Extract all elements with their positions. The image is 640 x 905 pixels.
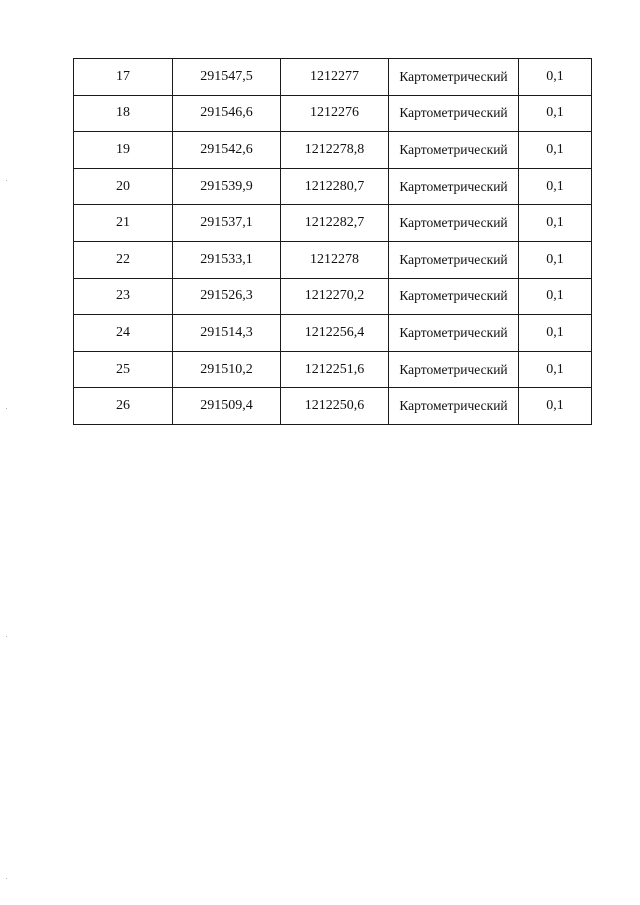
x-coordinate-cell: 291533,1 [173,241,281,278]
y-coordinate-cell: 1212280,7 [281,168,389,205]
method-cell: Картометрический [389,351,519,388]
method-cell: Картометрический [389,59,519,96]
accuracy-cell: 0,1 [519,351,592,388]
y-coordinate-cell: 1212270,2 [281,278,389,315]
table-row [74,168,592,205]
method-cell: Картометрический [389,132,519,169]
coordinates-table-body [74,59,592,425]
y-coordinate-cell: 1212278,8 [281,132,389,169]
y-coordinate-cell: 1212276 [281,95,389,132]
accuracy-cell: 0,1 [519,315,592,352]
y-coordinate-cell: 1212256,4 [281,315,389,352]
method-cell: Картометрический [389,95,519,132]
x-coordinate-cell: 291542,6 [173,132,281,169]
x-coordinate-cell: 291537,1 [173,205,281,242]
table-row [74,59,592,96]
method-cell: Картометрический [389,168,519,205]
table-row [74,351,592,388]
accuracy-cell: 0,1 [519,59,592,96]
accuracy-cell: 0,1 [519,168,592,205]
table-row [74,95,592,132]
table-row [74,205,592,242]
scan-artifact [6,408,7,409]
scan-artifact [6,636,7,637]
y-coordinate-cell: 1212277 [281,59,389,96]
point-number-cell: 22 [74,241,173,278]
accuracy-cell: 0,1 [519,132,592,169]
y-coordinate-cell: 1212250,6 [281,388,389,425]
point-number-cell: 20 [74,168,173,205]
accuracy-cell: 0,1 [519,278,592,315]
x-coordinate-cell: 291546,6 [173,95,281,132]
point-number-cell: 25 [74,351,173,388]
point-number-cell: 17 [74,59,173,96]
table-row [74,388,592,425]
point-number-cell: 23 [74,278,173,315]
method-cell: Картометрический [389,241,519,278]
x-coordinate-cell: 291509,4 [173,388,281,425]
y-coordinate-cell: 1212251,6 [281,351,389,388]
point-number-cell: 24 [74,315,173,352]
x-coordinate-cell: 291547,5 [173,59,281,96]
point-number-cell: 26 [74,388,173,425]
x-coordinate-cell: 291510,2 [173,351,281,388]
point-number-cell: 19 [74,132,173,169]
method-cell: Картометрический [389,315,519,352]
accuracy-cell: 0,1 [519,241,592,278]
table-row [74,132,592,169]
accuracy-cell: 0,1 [519,205,592,242]
point-number-cell: 21 [74,205,173,242]
table-row [74,241,592,278]
scan-artifact [6,180,7,181]
method-cell: Картометрический [389,388,519,425]
accuracy-cell: 0,1 [519,388,592,425]
method-cell: Картометрический [389,205,519,242]
accuracy-cell: 0,1 [519,95,592,132]
table-row [74,278,592,315]
table-row [74,315,592,352]
coordinates-table [73,58,592,425]
method-cell: Картометрический [389,278,519,315]
y-coordinate-cell: 1212282,7 [281,205,389,242]
x-coordinate-cell: 291539,9 [173,168,281,205]
y-coordinate-cell: 1212278 [281,241,389,278]
scan-artifact [6,878,7,879]
x-coordinate-cell: 291526,3 [173,278,281,315]
point-number-cell: 18 [74,95,173,132]
x-coordinate-cell: 291514,3 [173,315,281,352]
